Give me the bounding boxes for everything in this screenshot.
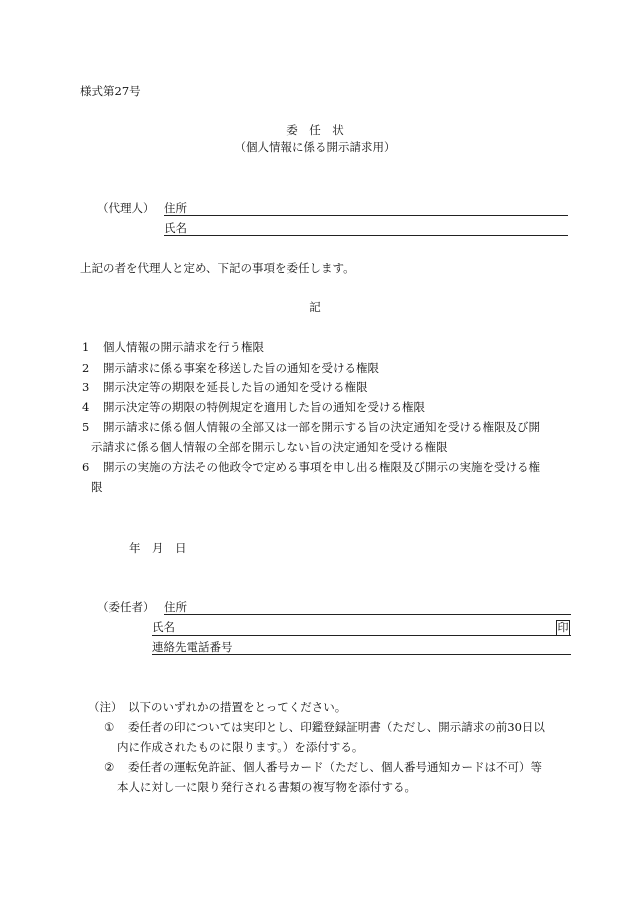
agent-label: （代理人）: [97, 201, 155, 215]
item-number: 3: [82, 380, 90, 394]
delegation-statement: 上記の者を代理人と定め、下記の事項を委任します。: [80, 261, 355, 275]
item-text-line1: 開示請求に係る個人情報の全部又は一部を開示する旨の決定通知を受ける権限及び開: [103, 420, 540, 434]
item-text-line2: 限: [91, 480, 103, 494]
agent-address-label: 住所: [164, 201, 187, 215]
date-line: 年 月 日: [129, 541, 187, 555]
form-number: 様式第27号: [80, 84, 141, 98]
document-title: 委 任 状: [286, 123, 344, 137]
note-item-line2: 本人に対し一に限り発行される書類の複写物を添付する。: [117, 780, 416, 794]
note-item-line1: 委任者の運転免許証、個人番号カード（ただし、個人番号通知カードは不可）等: [128, 760, 542, 774]
principal-address-label: 住所: [164, 600, 187, 614]
principal-name-field[interactable]: [152, 635, 571, 636]
item-number: 6: [82, 460, 90, 474]
note-item-line2: 内に作成されたものに限ります。）を添付する。: [117, 740, 364, 754]
item-text: 開示決定等の期限の特例規定を適用した旨の通知を受ける権限: [103, 400, 425, 414]
item-number: 2: [82, 361, 90, 375]
agent-name-field[interactable]: [164, 235, 568, 236]
item-text: 開示決定等の期限を延長した旨の通知を受ける権限: [103, 380, 368, 394]
principal-address-field[interactable]: [164, 614, 571, 615]
item-text: 個人情報の開示請求を行う権限: [103, 340, 264, 354]
principal-name-label: 氏名: [152, 620, 175, 634]
item-text-line1: 開示の実施の方法その他政令で定める事項を申し出る権限及び開示の実施を受ける権: [103, 460, 540, 474]
item-text: 開示請求に係る事案を移送した旨の通知を受ける権限: [103, 361, 379, 375]
item-number: 1: [82, 340, 90, 354]
item-text-line2: 示請求に係る個人情報の全部を開示しない旨の決定通知を受ける権限: [91, 440, 448, 454]
item-number: 5: [82, 420, 90, 434]
agent-name-label: 氏名: [164, 221, 187, 235]
note-intro: 以下のいずれかの措置をとってください。: [128, 700, 347, 714]
item-number: 4: [82, 400, 90, 414]
ki-heading: 記: [309, 300, 321, 314]
agent-address-field[interactable]: [164, 215, 568, 216]
note-label: （注）: [88, 700, 123, 714]
note-marker: ②: [104, 760, 115, 774]
principal-phone-label: 連絡先電話番号: [152, 640, 233, 654]
note-marker: ①: [104, 720, 115, 734]
seal-mark: 印: [557, 621, 569, 634]
principal-label: （委任者）: [97, 600, 155, 614]
principal-phone-field[interactable]: [152, 654, 571, 655]
document-subtitle: （個人情報に係る開示請求用）: [234, 140, 396, 154]
note-item-line1: 委任者の印については実印とし、印鑑登録証明書（ただし、開示請求の前30日以: [128, 720, 545, 734]
